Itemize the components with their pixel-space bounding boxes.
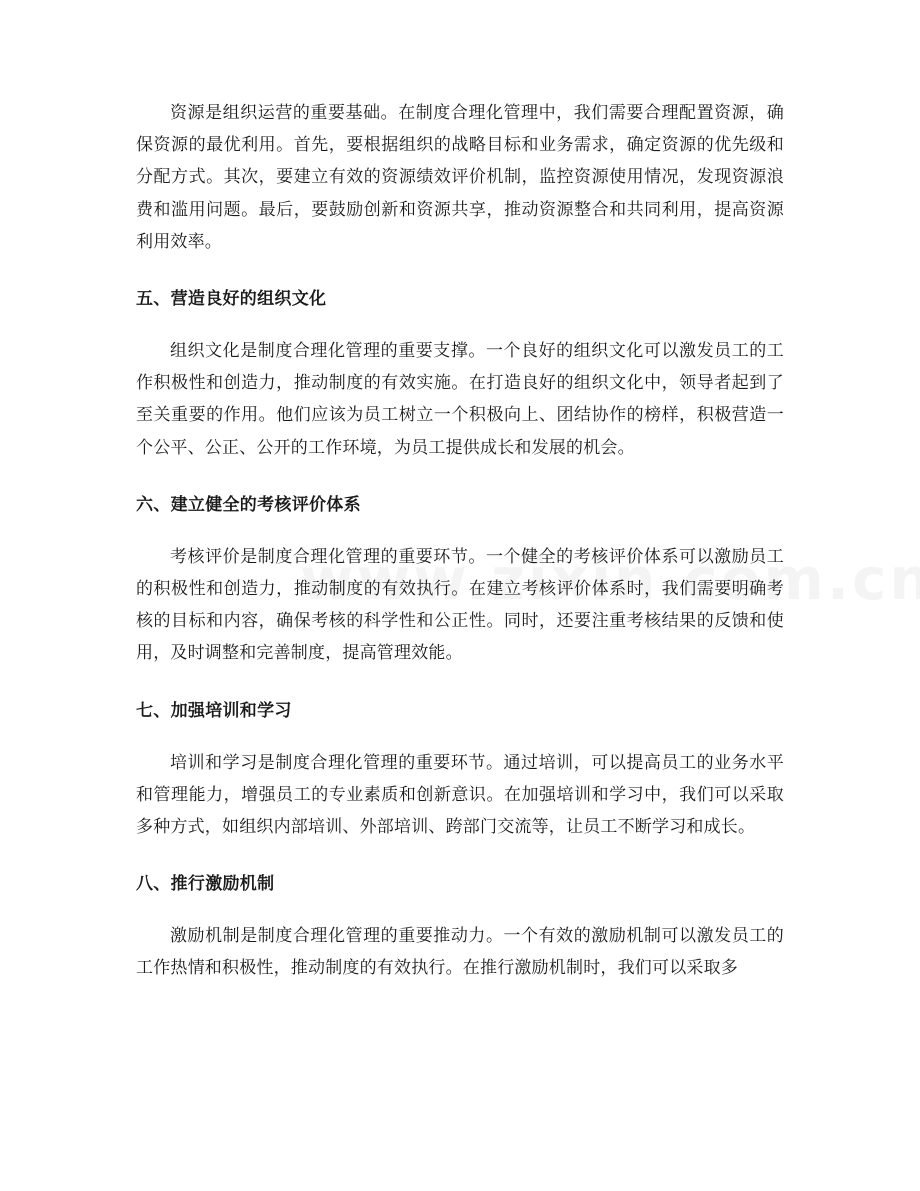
- section-heading-7: 七、加强培训和学习: [136, 700, 292, 721]
- section-heading-6: 六、建立健全的考核评价体系: [136, 494, 361, 515]
- section-heading-5: 五、营造良好的组织文化: [136, 289, 327, 310]
- paragraph-evaluation: 考核评价是制度合理化管理的重要环节。一个健全的考核评价体系可以激励员工的积极性和创造力，推动制度的有效执行。在建立考核评价体系时，我们需要明确考核的目标和内容，确保考核的科学性和公正性。同时，还要注重考核结果的反馈和使用，及时调整和完善制度，提高管理效能。: [136, 546, 784, 664]
- paragraph-resources: 资源是组织运营的重要基础。在制度合理化管理中，我们需要合理配置资源，确保资源的最优利用。首先，要根据组织的战略目标和业务需求，确定资源的优先级和分配方式。其次，要建立有效的资源绩效评价机制，监控资源使用情况，发现资源浪费和滥用问题。最后，要鼓励创新和资源共享，推动资源整合和共同利用，提高资源利用效率。: [136, 103, 784, 252]
- paragraph-incentive: 激励机制是制度合理化管理的重要推动力。一个有效的激励机制可以激发员工的工作热情和积极性，推动制度的有效执行。在推行激励机制时，我们可以采取多: [136, 926, 784, 979]
- paragraph-culture: 组织文化是制度合理化管理的重要支撑。一个良好的组织文化可以激发员工的工作积极性和创造力，推动制度的有效实施。在打造良好的组织文化中，领导者起到了至关重要的作用。他们应该为员工树立一个积极向上、团结协作的榜样，积极营造一个公平、公正、公开的工作环境，为员工提供成长和发展的机会。: [136, 341, 784, 458]
- paragraph-training: 培训和学习是制度合理化管理的重要环节。通过培训，可以提高员工的业务水平和管理能力，增强员工的专业素质和创新意识。在加强培训和学习中，我们可以采取多种方式，如组织内部培训、外部培训、跨部门交流等，让员工不断学习和成长。: [136, 752, 784, 838]
- section-heading-8: 八、推行激励机制: [136, 874, 275, 895]
